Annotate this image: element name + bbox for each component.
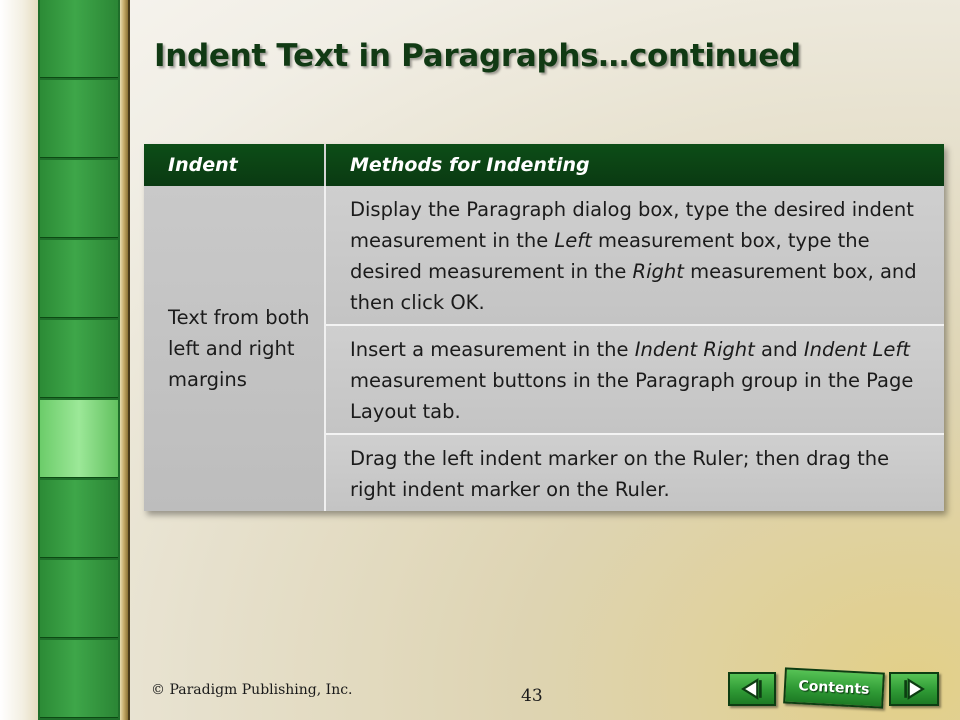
green-tile	[40, 0, 118, 78]
method-text-italic: Left	[554, 229, 592, 252]
method-text: Insert a measurement in the	[350, 338, 635, 361]
method-text: measurement box, and then click OK.	[350, 260, 917, 314]
copyright-notice: © Paradigm Publishing, Inc.	[151, 682, 353, 698]
method-text: and	[754, 338, 804, 361]
method-cell	[326, 186, 944, 324]
green-tile-column	[38, 0, 120, 720]
method-text: Drag the left indent marker on the Ruler; then drag the right indent marker on the Ruler.	[350, 447, 890, 501]
method-text: Display the Paragraph dialog box, type the desired indent measurement in the	[350, 198, 914, 252]
previous-slide-button[interactable]	[728, 672, 776, 706]
method-text-italic: Indent Left	[803, 338, 910, 361]
dark-divider-line	[128, 0, 130, 720]
method-cell	[326, 433, 944, 511]
table-row	[144, 186, 944, 324]
method-text-italic: Right	[632, 260, 684, 283]
green-tile	[40, 560, 118, 638]
green-tile	[40, 160, 118, 238]
column-header-indent: Indent	[144, 144, 326, 186]
page-number: 43	[521, 686, 543, 706]
left-decorative-strip	[0, 0, 38, 720]
column-header-methods: Methods for Indenting	[326, 144, 944, 186]
table-header-row	[144, 144, 944, 186]
triangle-right-icon	[891, 674, 937, 704]
method-cell	[326, 324, 944, 433]
indent-methods-table	[144, 144, 944, 511]
green-tile	[40, 640, 118, 718]
slide-title: Indent Text in Paragraphs…continued	[154, 38, 801, 74]
green-tile	[40, 80, 118, 158]
green-tile	[40, 320, 118, 398]
next-slide-button[interactable]	[889, 672, 939, 706]
contents-label: Contents	[798, 678, 870, 698]
green-tile	[40, 480, 118, 558]
method-text: measurement box, type the desired measurement in the	[350, 229, 870, 283]
tan-divider-bar	[120, 0, 128, 720]
green-tile	[40, 240, 118, 318]
triangle-left-icon	[730, 674, 774, 704]
indent-type-cell: Text from both left and right margins	[144, 186, 326, 511]
contents-button[interactable]	[783, 667, 885, 708]
green-tile-highlighted	[40, 400, 118, 478]
method-text-italic: Indent Right	[634, 338, 755, 361]
method-text: measurement buttons in the Paragraph group in the Page Layout tab.	[350, 369, 914, 423]
